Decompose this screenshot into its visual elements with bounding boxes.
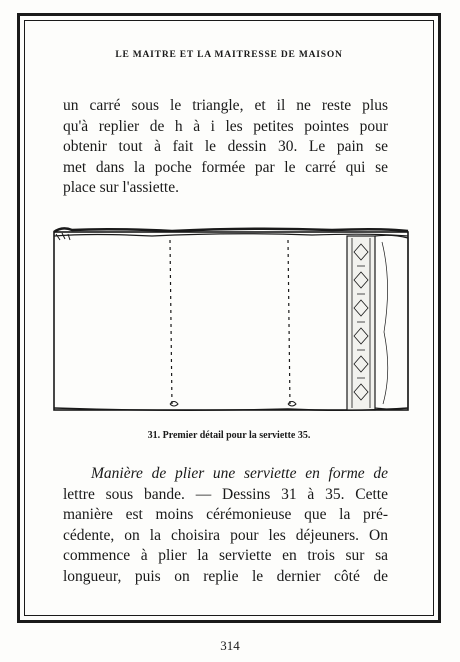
paragraph-1-line: un carré sous le triangle, et il ne reste plus xyxy=(63,97,388,114)
paragraph-2-line: cédente, on la choisira pour les déjeuners. On xyxy=(63,526,388,544)
paragraph-2-line: longueur, puis on replie le dernier côté de xyxy=(63,567,388,585)
paragraph-1-line: met dans la poche formée par le carré qui se xyxy=(63,158,388,176)
paragraph-2-line xyxy=(63,464,388,485)
paragraph-1 xyxy=(63,96,388,199)
paragraph-1-line: qu'à replier de h à i les petites pointes pour xyxy=(63,117,388,135)
paragraph-2-line: commence à plier la serviette en trois sur sa xyxy=(63,547,388,564)
paragraph-1-line: place sur l'assiette. xyxy=(63,179,179,196)
paragraph-1-line: obtenir tout à fait le dessin 30. Le pain se xyxy=(63,138,388,155)
napkin-illustration xyxy=(52,222,412,417)
running-head: LE MAITRE ET LA MAITRESSE DE MAISON xyxy=(115,50,343,60)
paragraph-2-line: lettre sous bande. — Dessins 31 à 35. Cette xyxy=(63,485,388,503)
paragraph-2 xyxy=(63,464,388,587)
figure-caption: 31. Premier détail pour la serviette 35. xyxy=(147,430,311,441)
paragraph-2-line: manière est moins cérémonieuse que la pré- xyxy=(63,506,388,523)
page-number: 314 xyxy=(220,638,240,653)
paragraph-2-italic-line: Manière de plier une serviette en forme de xyxy=(91,465,388,482)
